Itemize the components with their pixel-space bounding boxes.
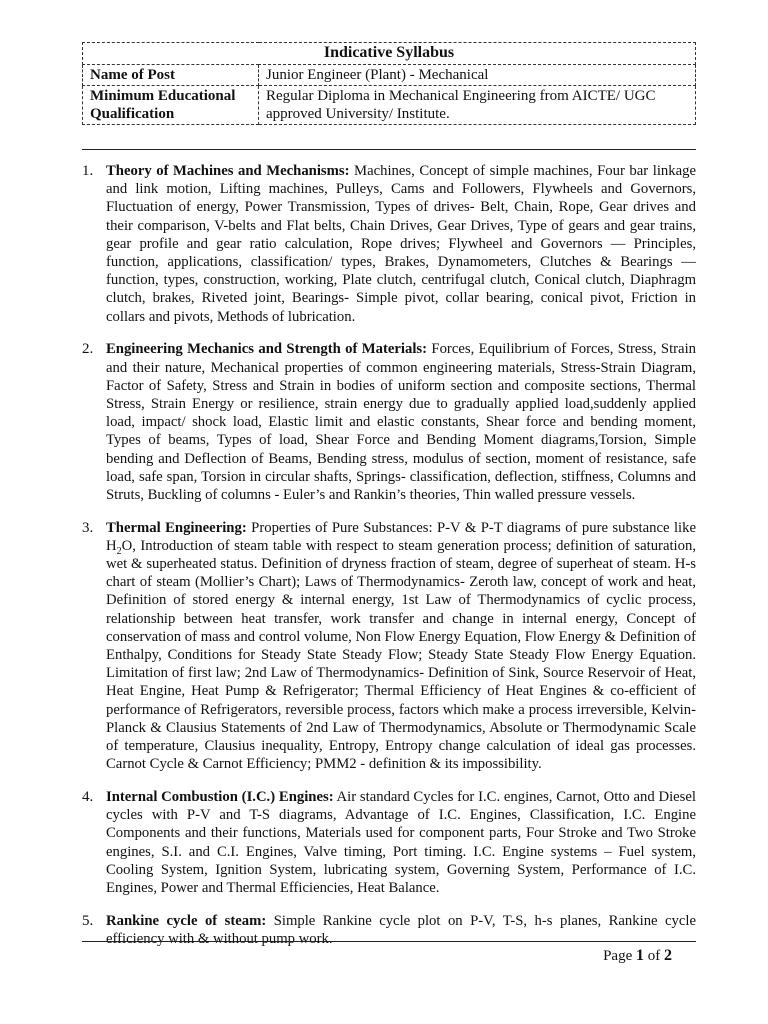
item-heading: Internal Combustion (I.C.) Engines: <box>106 789 334 805</box>
item-body: Air standard Cycles for I.C. engines, Carnot, Otto and Diesel cycles with P-V and T-S diagrams, Advantage of I.C. Engines, Classification, I.C. Engine Components and their functions, Materials used for component parts, Four Stroke and Two Stroke engines, S.I. and C.I. Engines, Valve timing, Port timing. I.C. Engine systems – Fuel system, Cooling System, Ignition System, lubricating system, Governing System, Performance of I.C. Engines, Power and Thermal Efficiencies, Heat Balance. <box>106 789 697 897</box>
item-body: Simple Rankine cycle plot on P-V, T-S, h-s planes, Rankine cycle efficiency with & without pump work. <box>106 912 696 947</box>
item-number: 4. <box>82 789 94 805</box>
page-of: of <box>647 948 661 964</box>
item-text <box>106 162 696 326</box>
item-text <box>106 912 696 948</box>
list-item <box>82 340 696 504</box>
document-title: Indicative Syllabus <box>83 43 696 65</box>
qualification-value: Regular Diploma in Mechanical Engineering from AICTE/ UGC approved University/ Institute. <box>259 86 696 125</box>
page-word: Page <box>603 948 633 964</box>
item-text <box>106 340 696 504</box>
qualification-label: Minimum Educational Qualification <box>83 86 259 125</box>
item-body-start: Properties of Pure Substances: P-V & P-T diagrams of pure substance like H <box>106 519 697 554</box>
list-item <box>82 912 696 948</box>
post-label: Name of Post <box>83 65 259 86</box>
list-item <box>82 519 696 774</box>
item-text <box>106 788 696 897</box>
item-body: Forces, Equilibrium of Forces, Stress, Strain and their nature, Mechanical properties of common engineering materials, Stress-Strain Diagram, Factor of Safety, Stress and Strain in bodies of uniform section and composite sections, Thermal Stress, Strain Energy or resilience, strain energy due to gradually applied load,suddenly applied load, impact/ shock load, Elastic limit and elastic constants, Shear force and bending moment, Types of beams, Types of load, Shear Force and Bending Moment diagrams,Torsion, Simple bending and Deflection of Beams, Bending stress, modulus of section, moment of resistance, safe load, safe span, Torsion in circular shafts, Springs- classification, deflection, stiffness, Columns and Struts, Buckling of columns - Euler’s and Rankin’s theories, Thin walled pressure vessels. <box>106 341 697 503</box>
item-heading: Thermal Engineering: <box>106 519 247 536</box>
item-heading: Engineering Mechanics and Strength of Materials: <box>106 341 428 358</box>
item-text <box>106 519 696 774</box>
list-item <box>82 162 696 326</box>
bottom-divider <box>82 941 696 942</box>
page-total: 2 <box>664 947 672 964</box>
item-heading: Theory of Machines and Mechanisms: <box>106 163 350 179</box>
item-number: 3. <box>82 519 94 536</box>
item-body-rest: O, Introduction of steam table with respect to steam generation process; definition of saturation, wet & superheated status. Definition of dryness fraction of steam, degree of superheat of steam. H-s chart of steam (Mollier’s Chart); Laws of Thermodynamics- Zeroth law, concept of work and heat, Definition of stored energy & internal energy, 1st Law of Thermodynamics of cyclic process, relationship between heat transfer, work transfer and change in internal energy, Concept of conservation of mass and control volume, Non Flow Energy Equation, Flow Energy & Definition of Enthalpy, Conditions for Steady State Steady Flow; Steady State Steady Flow Energy Equation. Limitation of first law; 2nd Law of Thermodynamics- Definition of Sink, Source Reservoir of Heat, Heat Engine, Heat Pump & Refrigerator; Thermal Efficiency of Heat Engines & co-efficient of performance of Refrigerators, reversible process, factors which make a process irreversible, Kelvin-Planck & Clausius Statements of 2nd Law of Thermodynamics, Absolute or Thermodynamic Scale of temperature, Clausius inequality, Entropy, Entropy change calculation of ideal gas processes. Carnot Cycle & Carnot Efficiency; PMM2 - definition & its impossibility. <box>106 537 696 773</box>
page-number <box>603 947 672 965</box>
item-number: 2. <box>82 341 94 358</box>
item-heading: Rankine cycle of steam: <box>106 912 267 929</box>
post-value: Junior Engineer (Plant) - Mechanical <box>259 65 696 86</box>
item-number: 5. <box>82 912 94 929</box>
syllabus-list <box>82 162 696 963</box>
list-item <box>82 788 696 897</box>
item-body: Machines, Concept of simple machines, Four bar linkage and link motion, Lifting machines, Pulleys, Cams and Followers, Flywheels and Governors, Fluctuation of energy, Power Transmission, Types of drives- Belt, Chain, Rope, Gear drives and their comparison, V-belts and Flat belts, Chain Drives, Gear Drives, Type of gears and gear trains, gear profile and gear ratio calculation, Rope drives; Flywheel and Governors — Principles, function, applications, classification/ types, Brakes, Dynamometers, Clutches & Bearings — function, types, construction, working, Plate clutch, centrifugal clutch, Conical clutch, Diaphragm clutch, brakes, Riveted joint, Bearings- Simple pivot, collar bearing, conical pivot, Friction in collars and pivots, Methods of lubrication. <box>106 163 696 325</box>
subscript-two: 2 <box>116 545 122 557</box>
top-divider <box>82 149 696 150</box>
syllabus-header-table <box>82 42 696 125</box>
item-number: 1. <box>82 163 94 179</box>
page-current: 1 <box>636 947 644 964</box>
